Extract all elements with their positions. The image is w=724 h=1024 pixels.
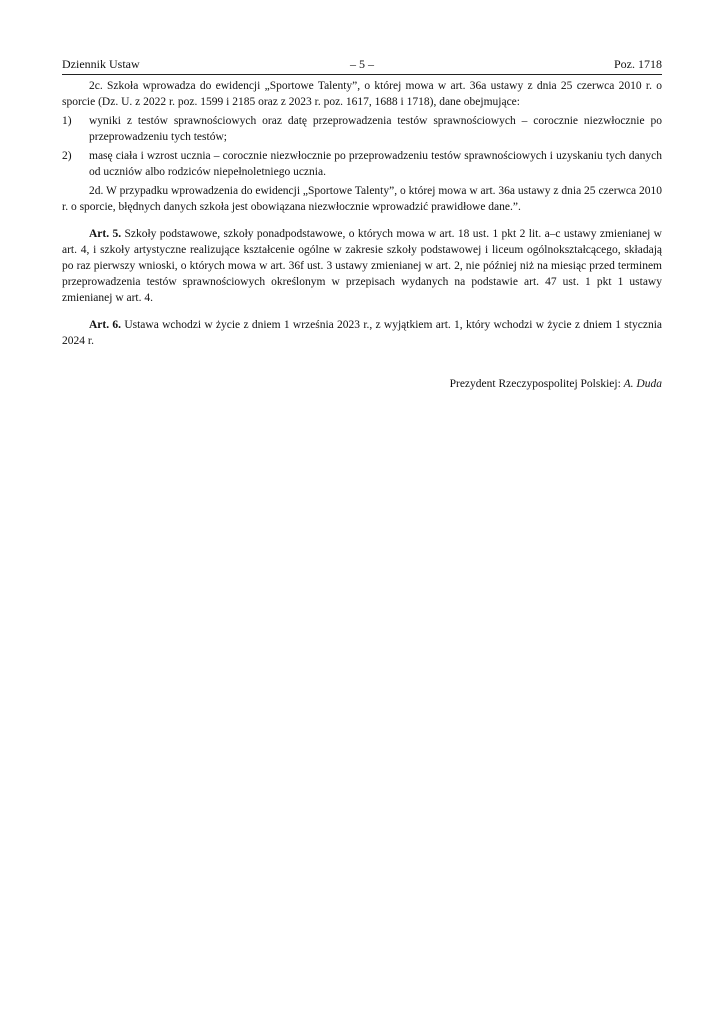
list-item-text: wyniki z testów sprawnościowych oraz datę przeprowadzenia testów sprawnościowych – corocznie niezwłocznie po przeprowadzeniu tych testów; [89, 115, 662, 143]
signature [62, 376, 662, 392]
list-item-number: 2) [62, 150, 72, 162]
signature-name: A. Duda [623, 378, 662, 390]
document-page [62, 56, 662, 390]
article-6 [62, 317, 662, 349]
list-item [62, 113, 662, 145]
article-6-label: Art. 6. [89, 319, 122, 331]
signature-prefix: Prezydent Rzeczypospolitej Polskiej: [449, 378, 624, 390]
article-5 [62, 226, 662, 306]
article-6-text: Ustawa wchodzi w życie z dniem 1 września 2023 r., z wyjątkiem art. 1, który wchodzi w życie z dniem 1 stycznia 2024 r. [62, 319, 662, 347]
paragraph-2d: 2d. W przypadku wprowadzenia do ewidencji „Sportowe Talenty”, o której mowa w art. 36a ustawy z dnia 25 czerwca 2010 r. o sporcie, błędnych danych szkoła jest obowiązana niezwłocznie wprowadzić prawidłowe dane.”. [62, 185, 662, 213]
article-5-label: Art. 5. [89, 228, 122, 240]
list-item-text: masę ciała i wzrost ucznia – corocznie niezwłocznie po przeprowadzeniu testów sprawnościowych i uzyskaniu tych danych od uczniów albo rodziców niepełnoletniego ucznia. [89, 150, 662, 178]
journal-title: Dziennik Ustaw [62, 57, 140, 71]
header-divider [62, 74, 662, 75]
article-5-text: Szkoły podstawowe, szkoły ponadpodstawowe, o których mowa w art. 18 ust. 1 pkt 2 lit. a–c ustawy zmienianej w art. 4, i szkoły artystyczne realizujące kształcenie ogólne w zakresie szkoły podstawowej i liceum ogólnokształcącego, składają po raz pierwszy wnioski, o których mowa w art. 36f ust. 3 ustawy zmienianej w art. 2, nie później niż na miesiąc przed terminem przeprowadzenia testów sprawnościowych określonym w przepisach wydanych na podstawie art. 47 ust. 1 pkt 1 ustawy zmienianej w art. 4. [62, 228, 662, 304]
page-header [62, 56, 662, 72]
document-body [62, 78, 662, 392]
position-number: Poz. 1718 [614, 57, 662, 71]
list-item-number: 1) [62, 115, 72, 127]
paragraph-2c: 2c. Szkoła wprowadza do ewidencji „Sportowe Talenty”, o której mowa w art. 36a ustawy z dnia 25 czerwca 2010 r. o sporcie (Dz. U. z 2022 r. poz. 1599 i 2185 oraz z 2023 r. poz. 1617, 1688 i 1718), dane obejmujące: [62, 80, 662, 108]
list-item [62, 148, 662, 180]
page-number: – 5 – [350, 57, 374, 71]
